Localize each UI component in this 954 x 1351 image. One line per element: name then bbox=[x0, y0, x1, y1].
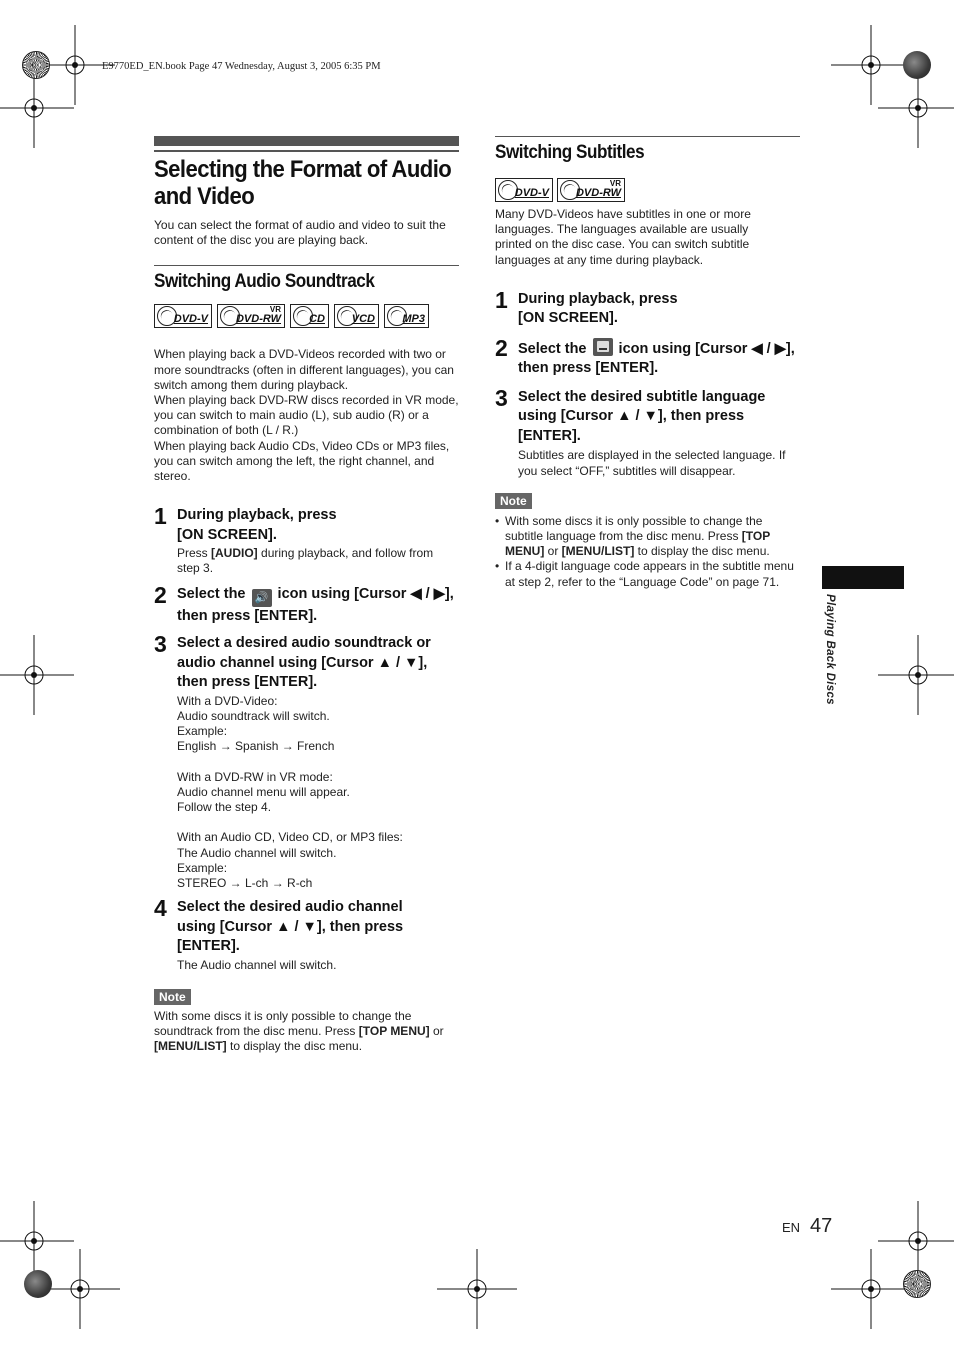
print-header: E9770ED_EN.book Page 47 Wednesday, August 3, 2005 6:35 PM bbox=[102, 61, 381, 72]
left-column bbox=[154, 136, 459, 1055]
step-number: 1 bbox=[495, 286, 508, 313]
subtitle-description: Many DVD-Videos have subtitles in one or more languages. The languages available are usually printed on the disc case. You can switch subtitle languages at any time during playback. bbox=[495, 207, 751, 267]
page-title: Selecting the Format of Audio and Video bbox=[154, 156, 452, 210]
step-heading: During playback, press [ON SCREEN]. bbox=[518, 290, 678, 327]
note-label: Note bbox=[154, 989, 191, 1005]
badge-dvd-v: DVD-V bbox=[495, 178, 553, 202]
registration-mark bbox=[831, 1249, 911, 1329]
right-column bbox=[495, 136, 800, 590]
audio-step-2 bbox=[154, 581, 459, 627]
chapter-label: Playing Back Discs bbox=[824, 594, 836, 705]
section-rule bbox=[495, 136, 800, 137]
disc-badges bbox=[495, 178, 800, 202]
registration-mark bbox=[0, 635, 74, 715]
step-heading: During playback, press [ON SCREEN]. bbox=[177, 507, 337, 543]
registration-mark bbox=[40, 1249, 120, 1329]
note-item: • With some discs it is only possible to change the subtitle language from the disc menu. Press [TOP MENU] or [MENU/LIST] to display the disc menu. bbox=[495, 514, 800, 560]
step-heading: Select the desired audio channel using [Cursor ▲ / ▼], then press [ENTER]. bbox=[177, 899, 404, 955]
badge-cd: CD bbox=[290, 304, 329, 328]
section-rule bbox=[154, 265, 459, 266]
note-text: With some discs it is only possible to change the soundtrack from the disc menu. Press [TOP MENU] or [MENU/LIST] to display the disc menu. bbox=[154, 1008, 444, 1054]
speaker-icon: 🔊 bbox=[252, 589, 272, 607]
registration-mark bbox=[878, 635, 954, 715]
registration-ball bbox=[24, 1270, 52, 1298]
registration-star bbox=[22, 51, 50, 79]
section-title-audio: Switching Audio Soundtrack bbox=[154, 271, 375, 293]
title-rule bbox=[154, 150, 459, 152]
badge-vcd: VCD bbox=[334, 304, 379, 328]
page-number: 47 bbox=[810, 1215, 833, 1237]
step-number: 2 bbox=[495, 334, 508, 361]
step-body: Press [AUDIO] during playback, and follow from step 3. bbox=[177, 546, 434, 576]
badge-dvd-rw: VR DVD-RW bbox=[557, 178, 625, 202]
step-body: The Audio channel will switch. bbox=[177, 957, 337, 972]
audio-description: When playing back a DVD-Videos recorded with two or more soundtracks (often in different languages), you can switch among them during playback. When playing back DVD-RW discs recorded in VR mode, you can switch to main audio (L), sub audio (R) or a combination of both (L / R.) When playing back Audio CDs, Video CDs or MP3 files, you can switch among the left, the right channel, and stereo. bbox=[154, 347, 459, 484]
footer-language: EN bbox=[782, 1220, 801, 1235]
badge-dvd-v: DVD-V bbox=[154, 304, 212, 328]
chapter-tab bbox=[822, 566, 904, 589]
audio-step-1 bbox=[154, 503, 459, 576]
registration-ball bbox=[903, 51, 931, 79]
step-number: 4 bbox=[154, 895, 167, 922]
step-body: Subtitles are displayed in the selected language. If you select “OFF,” subtitles will disappear. bbox=[518, 448, 786, 478]
registration-mark bbox=[878, 68, 954, 148]
subtitle-note bbox=[495, 492, 800, 590]
subtitle-step-3 bbox=[495, 384, 800, 479]
subtitle-step-2 bbox=[495, 334, 800, 379]
disc-badges bbox=[154, 304, 459, 328]
step-number: 1 bbox=[154, 503, 167, 530]
registration-mark bbox=[0, 68, 74, 148]
step-body: With a DVD-Video: Audio soundtrack will switch. Example: English → Spanish → French With a DVD-RW in VR mode: Audio channel menu will appear. Follow the step 4. With an Audio CD, Video CD, or MP3 files: The Audio channel will switch. Example: STEREO → L-ch → R-ch bbox=[177, 693, 403, 891]
step-heading: Select the desired subtitle language using [Cursor ▲ / ▼], then press [ENTER]. bbox=[518, 388, 766, 444]
section-title-subtitles: Switching Subtitles bbox=[495, 142, 645, 163]
step-heading: Select a desired audio soundtrack or audio channel using [Cursor ▲ / ▼], then press [ENTER]. bbox=[177, 635, 431, 691]
audio-note bbox=[154, 988, 459, 1055]
step-number: 3 bbox=[154, 631, 167, 658]
audio-step-4 bbox=[154, 895, 459, 973]
subtitle-icon bbox=[593, 338, 613, 356]
registration-star bbox=[903, 1270, 931, 1298]
step-heading: Select the 🔊 icon using [Cursor ◀ / ▶], then press [ENTER]. bbox=[177, 585, 454, 624]
note-list bbox=[495, 514, 800, 590]
intro-text: You can select the format of audio and video to suit the content of the disc you are playing back. bbox=[154, 218, 446, 248]
note-label: Note bbox=[495, 493, 532, 509]
subtitle-step-1 bbox=[495, 286, 800, 329]
step-number: 2 bbox=[154, 581, 167, 608]
title-bar bbox=[154, 136, 459, 146]
step-number: 3 bbox=[495, 384, 508, 411]
registration-mark bbox=[437, 1249, 517, 1329]
badge-dvd-rw: VR DVD-RW bbox=[217, 304, 285, 328]
badge-mp3: MP3 bbox=[384, 304, 429, 328]
audio-step-3 bbox=[154, 631, 459, 891]
note-item: • If a 4-digit language code appears in the subtitle menu at step 2, refer to the “Language Code” on page 71. bbox=[495, 559, 800, 589]
step-heading: Select the icon using [Cursor ◀ / ▶], then press [ENTER]. bbox=[518, 338, 800, 379]
